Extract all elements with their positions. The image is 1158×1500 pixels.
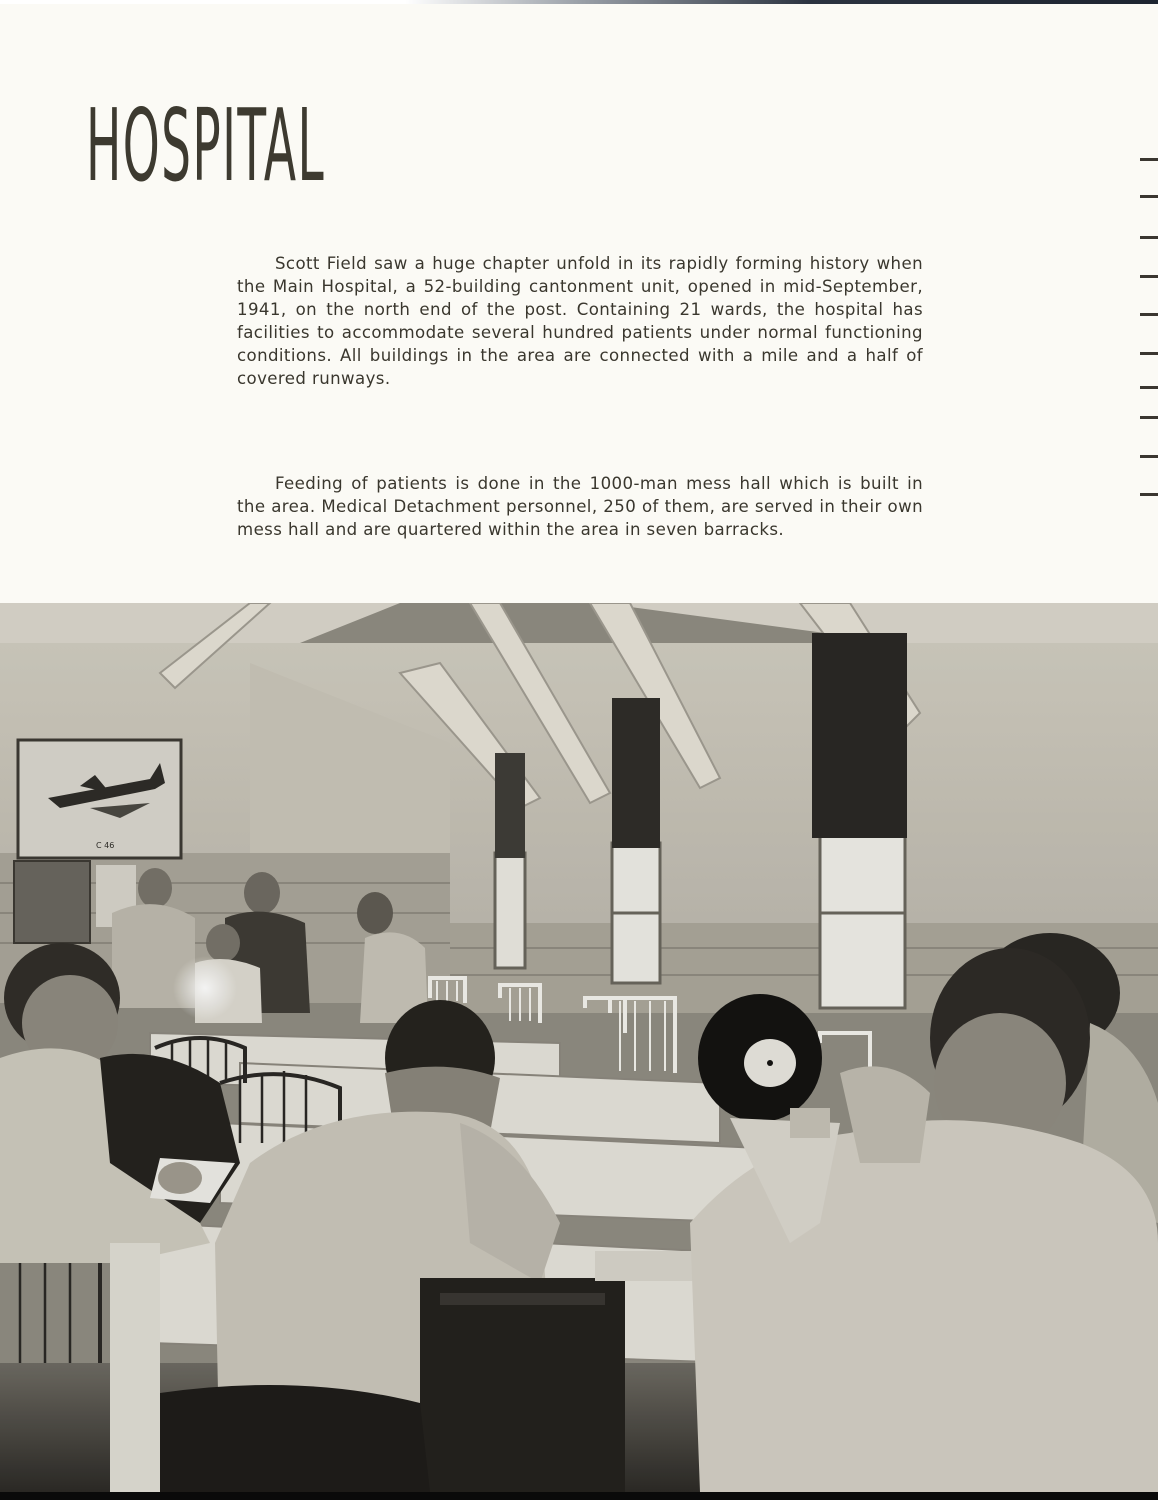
paragraph-hospital-history: Scott Field saw a huge chapter unfold in its rapidly forming history when the Main Hospital, a 52-building cantonment unit, opened in mid-September, 1941, on the north end of the post. Containing 21 wards, the hospital has facilities to accommodate several hundred patients under normal functioning conditions. All buildings in the area are connected with a mile and a half of covered runways. bbox=[237, 254, 923, 388]
bottom-cover-edge bbox=[0, 1492, 1158, 1500]
paragraph-mess-hall: Feeding of patients is done in the 1000-man mess hall which is built in the area. Medical Detachment personnel, 250 of them, are served in their own mess hall and are quartered within the area in seven barracks. bbox=[237, 474, 923, 539]
top-cover-edge bbox=[0, 0, 1158, 4]
poster-caption: C 46 bbox=[96, 841, 115, 850]
hospital-ward-photograph bbox=[0, 603, 1158, 1492]
page-title: HOSPITAL bbox=[86, 87, 326, 204]
